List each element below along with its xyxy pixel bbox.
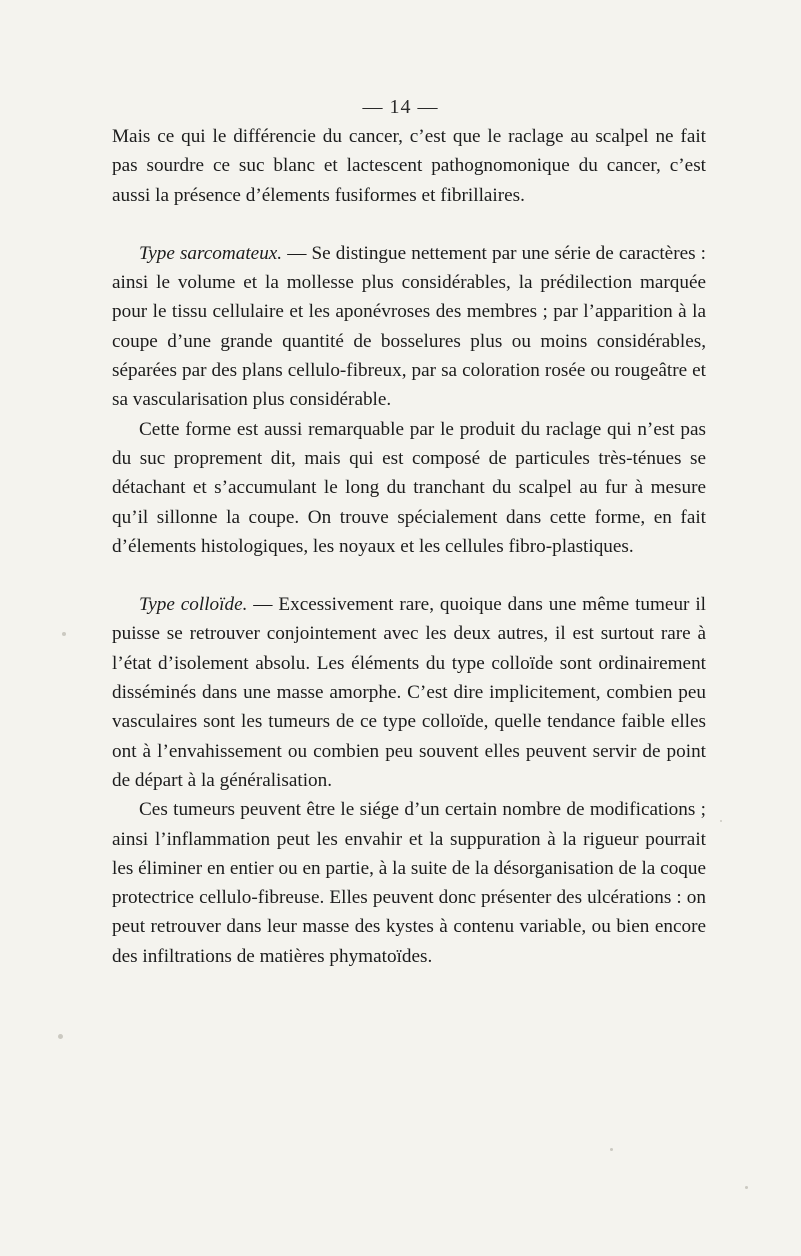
paragraph-text: Mais ce qui le différencie du cancer, c’est que le raclage au scalpel ne fait pas sourdre ce suc blanc et lactescent pathognomonique du cancer, c’est aussi la présence d’élements fusiformes et fibrillaires. bbox=[112, 126, 706, 206]
body-text bbox=[112, 122, 706, 971]
section-heading-sarcomateux: Type sarcomateux. bbox=[139, 242, 283, 264]
paragraph-text: Cette forme est aussi remarquable par le produit du raclage qui n’est pas du suc proprement dit, mais qui est composé de particules très-ténues se détachant et s’accumulant le long du tranchant du scalpel au fur à mesure qu’il sillonne la coupe. On trouve spécialement dans cette forme, en fait d’élements histologiques, les noyaux et les cellules fibro-plastiques. bbox=[112, 418, 706, 557]
paragraph-type-colloide bbox=[112, 590, 706, 795]
paragraph-type-sarcomateux bbox=[112, 239, 706, 415]
paper-speck bbox=[58, 1034, 63, 1039]
paper-speck bbox=[62, 632, 66, 636]
paper-speck bbox=[745, 1186, 748, 1189]
paragraph-text: — Se distingue nettement par une série de caractères : ainsi le volume et la mollesse plus considérables, la prédilection marquée pour le tissu cellulaire et les aponévroses des membres ; par l’apparition à la coupe d’une grande quantité de bosselures plus ou moins considérables, séparées par des plans cellulo-fibreux, par sa coloration rosée ou rougeâtre et sa vascularisation plus considérable. bbox=[112, 242, 706, 411]
section-heading-colloide: Type colloïde. bbox=[139, 594, 248, 616]
paper-speck bbox=[610, 1148, 613, 1151]
paper-speck bbox=[720, 820, 722, 822]
paragraph-text: Ces tumeurs peuvent être le siége d’un certain nombre de modifications ; ainsi l’inflammation peut les envahir et la suppuration à la rigueur pourrait les éliminer en entier ou en partie, à la suite de la désorganisation de la coque protectrice cellulo-fibreuse. Elles peuvent donc présenter des ulcérations : on peut retrouver dans leur masse des kystes à contenu variable, ou bien encore des infiltrations de matières phymatoïdes. bbox=[112, 799, 706, 967]
paragraph-text: — Excessivement rare, quoique dans une même tumeur il puisse se retrouver conjointement avec les deux autres, il est surtout rare à l’état d’isolement absolu. Les éléments du type colloïde sont ordinairement disséminés dans une masse amorphe. C’est dire implicitement, combien peu vasculaires sont les tumeurs de ce type colloïde, quelle tendance faible elles ont à l’envahissement ou combien peu souvent elles peuvent servir de point de départ à la généralisation. bbox=[112, 594, 706, 791]
page-number: — 14 — bbox=[362, 96, 439, 118]
paragraph-raclage bbox=[112, 415, 706, 561]
paragraph-intro bbox=[112, 122, 706, 210]
paragraph-modifications bbox=[112, 795, 706, 971]
